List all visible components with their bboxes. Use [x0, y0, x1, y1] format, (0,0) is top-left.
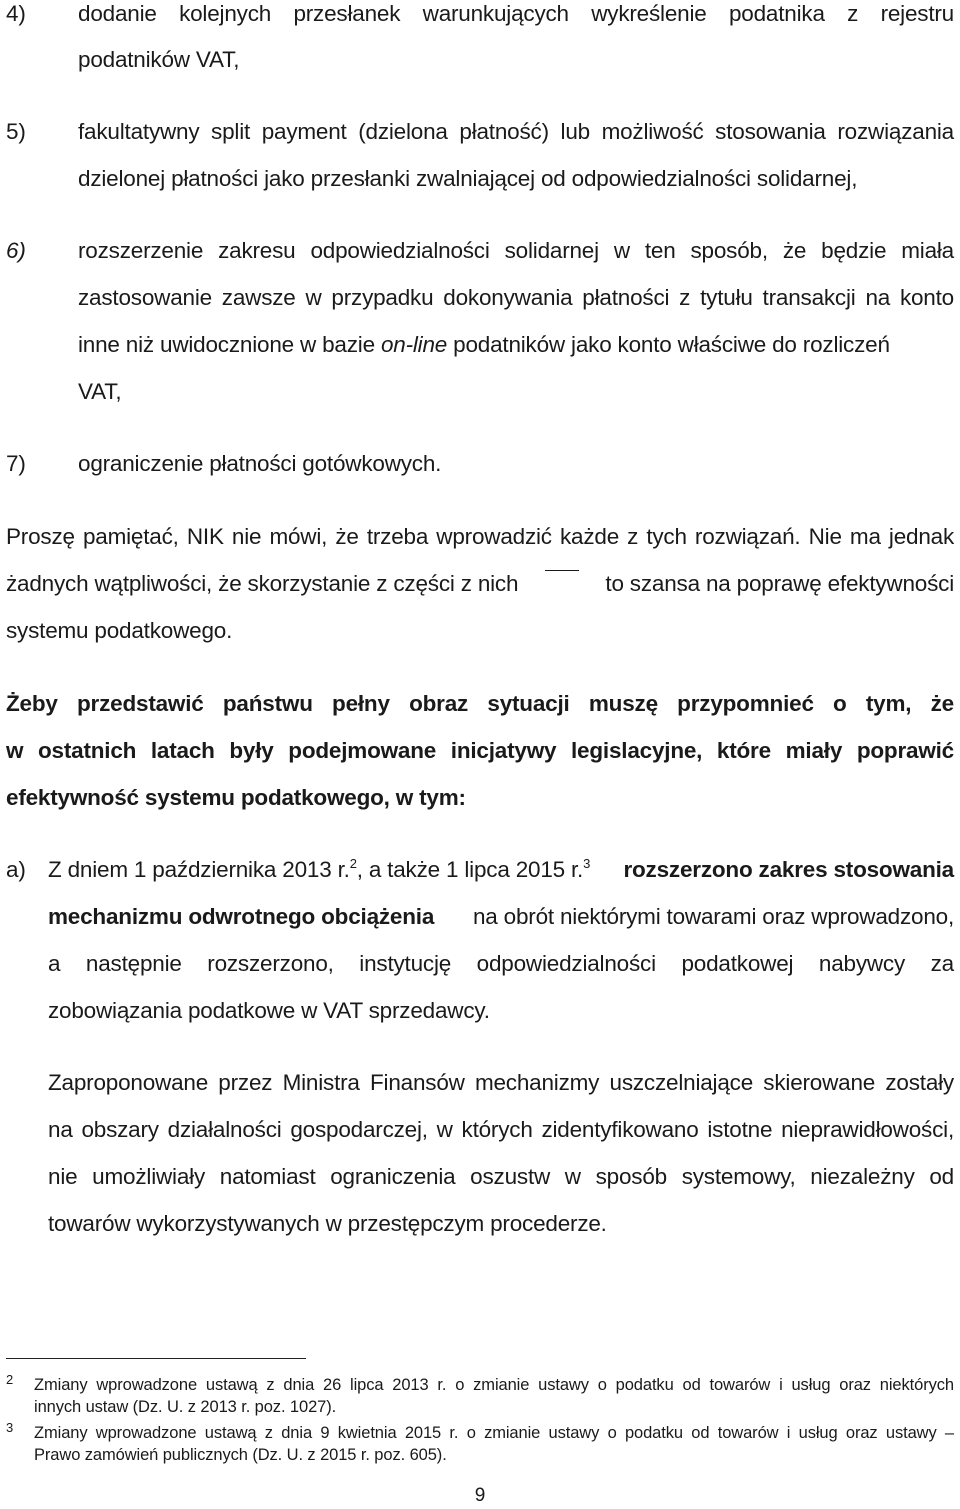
paragraph-line: towarów wykorzystywanych w przestępczym procederze.: [48, 1211, 607, 1236]
list-number: 5): [6, 119, 26, 144]
bold-paragraph-line: Żeby przedstawić państwu pełny obraz sytuacji muszę przypomnieć o tym, że: [6, 691, 954, 716]
list-item-line: fakultatywny split payment (dzielona płatność) lub możliwość stosowania rozwiązania: [78, 119, 954, 144]
list-number: 4): [6, 1, 26, 26]
list-number: 6): [6, 238, 26, 263]
list-item-line: dodanie kolejnych przesłanek warunkujących wykreślenie podatnika z rejestru: [78, 1, 954, 26]
paragraph-line: Zaproponowane przez Ministra Finansów mechanizmy uszczelniające skierowane zostały: [48, 1070, 954, 1095]
text-run: Z dniem 1 października 2013 r.: [48, 857, 350, 882]
text-run: inne niż uwidocznione w bazie: [78, 332, 381, 357]
list-item-line: rozszerzenie zakresu odpowiedzialności solidarnej w ten sposób, że będzie miała: [78, 238, 954, 263]
list-item-line: a następnie rozszerzono, instytucję odpowiedzialności podatkowej nabywcy za: [48, 951, 954, 976]
list-item-line: [78, 331, 954, 359]
footnote-number: 3: [6, 1420, 14, 1435]
list-item-line: dzielonej płatności jako przesłanki zwalniającej od odpowiedzialności solidarnej,: [78, 166, 858, 191]
bold-run: mechanizmu odwrotnego obciążenia: [48, 904, 435, 929]
em-dash: [545, 570, 579, 571]
list-item-line: podatników VAT,: [78, 47, 240, 72]
bold-paragraph-line: efektywność systemu podatkowego, w tym:: [6, 785, 466, 810]
paragraph-line: nie umożliwiały natomiast ograniczenia oszustw w sposób systemowy, niezależny od: [48, 1164, 954, 1189]
text-run: , a także 1 lipca 2015 r.: [356, 857, 584, 882]
list-item-line: VAT,: [78, 379, 122, 404]
list-item-line: ograniczenie płatności gotówkowych.: [78, 451, 442, 476]
list-number: 7): [6, 451, 26, 476]
footnote-ref: 2: [349, 856, 357, 871]
paragraph-line: Proszę pamiętać, NIK nie mówi, że trzeba wprowadzić każde z tych rozwiązań. Nie ma jednak: [6, 524, 954, 549]
paragraph-line: na obszary działalności gospodarczej, w których zidentyfikowano istotne nieprawidłowości,: [48, 1117, 954, 1142]
page-number: 9: [474, 1485, 486, 1506]
footnote-line: Zmiany wprowadzone ustawą z dnia 26 lipca 2013 r. o zmianie ustawy o podatku od towarów i usług oraz niektórych: [34, 1376, 954, 1394]
text-run: to szansa na poprawę efektywności: [605, 571, 954, 596]
bold-run: rozszerzono zakres stosowania: [623, 857, 954, 882]
list-item-line: zastosowanie zawsze w przypadku dokonywania płatności z tytułu transakcji na konto: [78, 285, 954, 310]
footnote-line: Prawo zamówień publicznych (Dz. U. z 2015 r. poz. 605).: [34, 1446, 447, 1464]
footnote-number: 2: [6, 1372, 14, 1387]
text-run: na obrót niektórymi towarami oraz wprowadzono,: [466, 904, 954, 929]
bold-paragraph-line: w ostatnich latach były podejmowane inicjatywy legislacyjne, które miały poprawić: [6, 738, 954, 763]
list-item-line: [48, 856, 954, 884]
text-run: żadnych wątpliwości, że skorzystanie z części z nich: [6, 571, 519, 596]
footnote-line: Zmiany wprowadzone ustawą z dnia 9 kwietnia 2015 r. o zmianie ustawy o podatku od towarów i usług oraz ustawy –: [34, 1424, 954, 1442]
footnote-line: innych ustaw (Dz. U. z 2013 r. poz. 1027).: [34, 1398, 337, 1416]
footnote-separator: [6, 1358, 306, 1359]
paragraph-line: systemu podatkowego.: [6, 618, 233, 643]
text-run: podatników jako konto właściwe do rozliczeń: [447, 332, 890, 357]
list-item-line: zobowiązania podatkowe w VAT sprzedawcy.: [48, 998, 490, 1023]
list-item-line: [48, 903, 954, 931]
italic-term: on-line: [380, 332, 448, 357]
footnote-ref: 3: [583, 856, 591, 871]
paragraph-line: [6, 570, 954, 598]
list-letter: a): [6, 857, 26, 882]
